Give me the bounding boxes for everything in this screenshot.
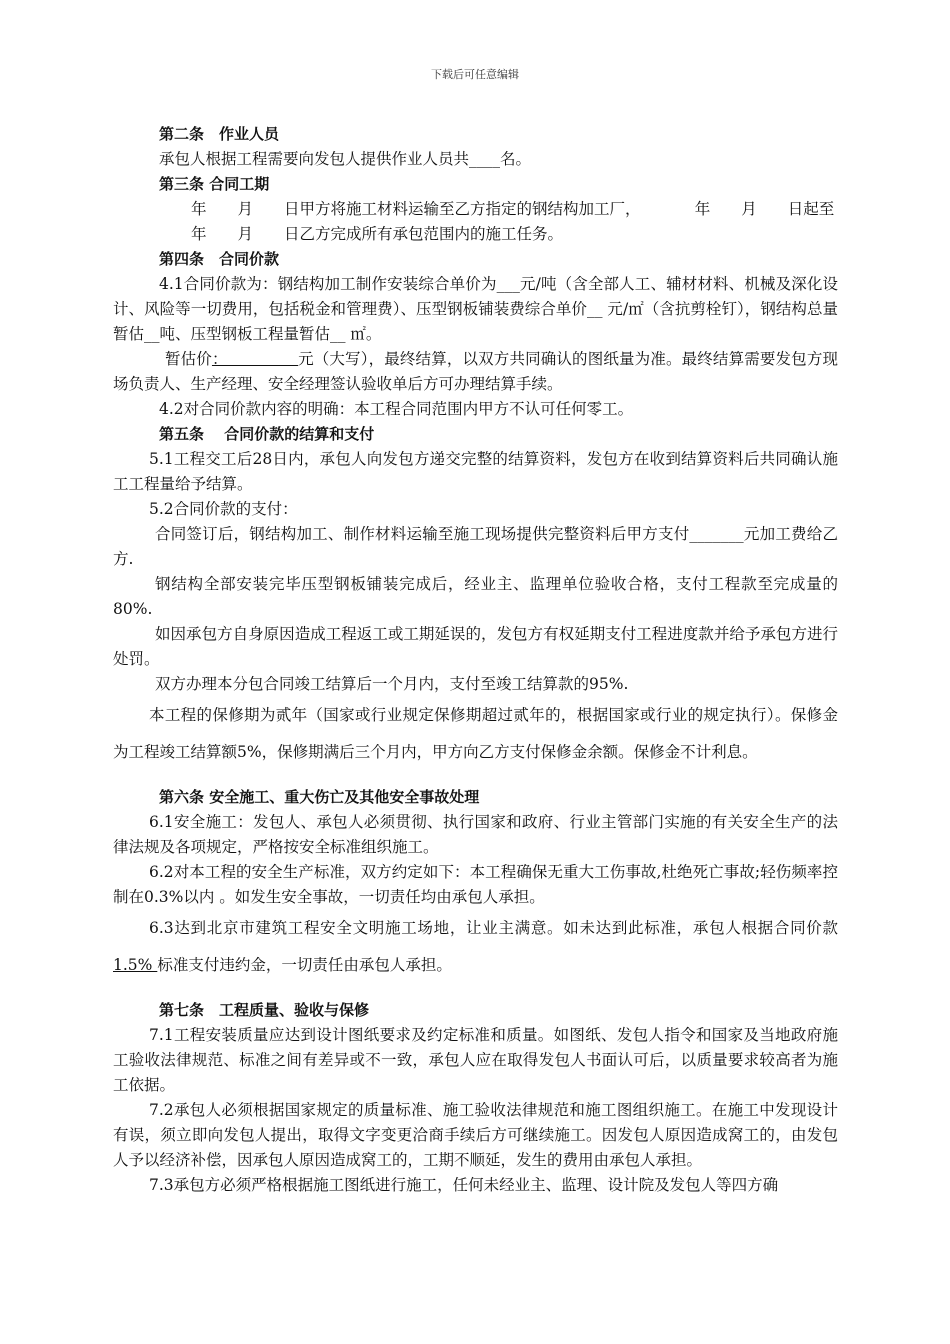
article-5-paragraph-3: 合同签订后，钢结构加工、制作材料运输至施工现场提供完整资料后甲方支付_______元加工费给乙方. <box>113 525 838 568</box>
article-5-paragraph-4: 钢结构全部安装完毕压型钢板铺装完成后，经业主、监理单位验收合格，支付工程款至完成量的80%. <box>113 575 838 618</box>
penalty-text-a: 6.3达到北京市建筑工程安全文明施工场地，让业主满意。如未达到此标准，承包人根据合同价款 <box>149 919 838 937</box>
article-3-title: 第三条 合同工期 <box>159 175 270 193</box>
article-7-title: 第七条 工程质量、验收与保修 <box>159 1001 370 1019</box>
article-5-paragraph-5: 如因承包方自身原因造成工程返工或工期延误的，发包方有权延期支付工程进度款并给予承包方进行处罚。 <box>113 625 838 668</box>
article-5-paragraph-6: 双方办理本分包合同竣工结算后一个月内，支付至竣工结算款的95%. <box>155 675 629 693</box>
article-7-paragraph-2: 7.2承包人必须根据国家规定的质量标准、施工验收法律规范和施工图组织施工。在施工中发现设计有误，须立即向发包人提出，取得文字变更洽商手续后方可继续施工。因发包人原因造成窝工的，由发包人予以经济补偿，因承包人原因造成窝工的，工期不顺延，发生的费用由承包人承担。 <box>113 1101 838 1169</box>
article-2-title: 第二条 作业人员 <box>159 125 280 143</box>
page-header: 下载后可任意编辑 <box>431 68 519 81</box>
article-6-paragraph-2: 6.2对本工程的安全生产标准，双方约定如下：本工程确保无重大工伤事故,杜绝死亡事故;轻伤频率控制在0.3%以内 。如发生安全事故，一切责任均由承包人承担。 <box>113 863 838 906</box>
article-5-paragraph-1: 5.1工程交工后28日内，承包人向发包方递交完整的结算资料，发包方在收到结算资料后共同确认施工工程量给予结算。 <box>113 450 838 493</box>
penalty-rate: 1.5% <box>113 956 158 974</box>
article-3-line-2: 年 月 日乙方完成所有承包范围内的施工任务。 <box>191 225 564 243</box>
estimate-label: 暂估价 <box>165 350 212 368</box>
article-7-paragraph-1: 7.1工程安装质量应达到设计图纸要求及约定标准和质量。如图纸、发包人指令和国家及当地政府施工验收法律规范、标准之间有差异或不一致，承包人应在取得发包人书面认可后，以质量要求较高者为施工依据。 <box>113 1026 838 1094</box>
article-4-paragraph-1: 4.1合同价款为：钢结构加工制作安装综合单价为___元/吨（含全部人工、辅材材料、机械及深化设计、风险等一切费用，包括税金和管理费）、压型钢板铺装费综合单价__ 元/㎡（含抗剪栓钉），钢结构总量暂估__吨、压型钢板工程量暂估__ ㎡。 <box>113 275 838 343</box>
article-3-line-1: 年 月 日甲方将施工材料运输至乙方指定的钢结构加工厂， 年 月 日起至 <box>191 200 835 218</box>
article-5-paragraph-2: 5.2合同价款的支付： <box>149 500 298 518</box>
article-2-paragraph: 承包人根据工程需要向发包人提供作业人员共____名。 <box>159 150 532 168</box>
penalty-text-b: 标准支付违约金，一切责任由承包人承担。 <box>157 956 452 974</box>
estimate-text: 元（大写），最终结算，以双方共同确认的图纸量为准。最终结算需要发包方现场负责人、生产经理、安全经理签认验收单后方可办理结算手续。 <box>113 350 838 393</box>
article-4-paragraph-3: 4.2对合同价款内容的明确：本工程合同范围内甲方不认可任何零工。 <box>159 400 634 418</box>
article-4-paragraph-2 <box>113 347 838 397</box>
article-5-paragraph-7: 本工程的保修期为贰年（国家或行业规定保修期超过贰年的，根据国家或行业的规定执行）。保修金为工程竣工结算额5%，保修期满后三个月内，甲方向乙方支付保修金余额。保修金不计利息。 <box>113 706 838 761</box>
article-4-title: 第四条 合同价款 <box>159 250 280 268</box>
article-7-paragraph-3: 7.3承包方必须严格根据施工图纸进行施工，任何未经业主、监理、设计院及发包人等四方确 <box>149 1176 779 1194</box>
estimate-blank: ： <box>211 350 299 368</box>
article-6-paragraph-1: 6.1安全施工：发包人、承包人必须贯彻、执行国家和政府、行业主管部门实施的有关安全生产的法律法规及各项规定，严格按安全标准组织施工。 <box>113 813 838 856</box>
article-5-title: 第五条 合同价款的结算和支付 <box>159 425 375 443</box>
article-6-paragraph-3 <box>113 910 838 984</box>
contract-body <box>113 122 838 1198</box>
article-6-title: 第六条 安全施工、重大伤亡及其他安全事故处理 <box>159 788 480 806</box>
